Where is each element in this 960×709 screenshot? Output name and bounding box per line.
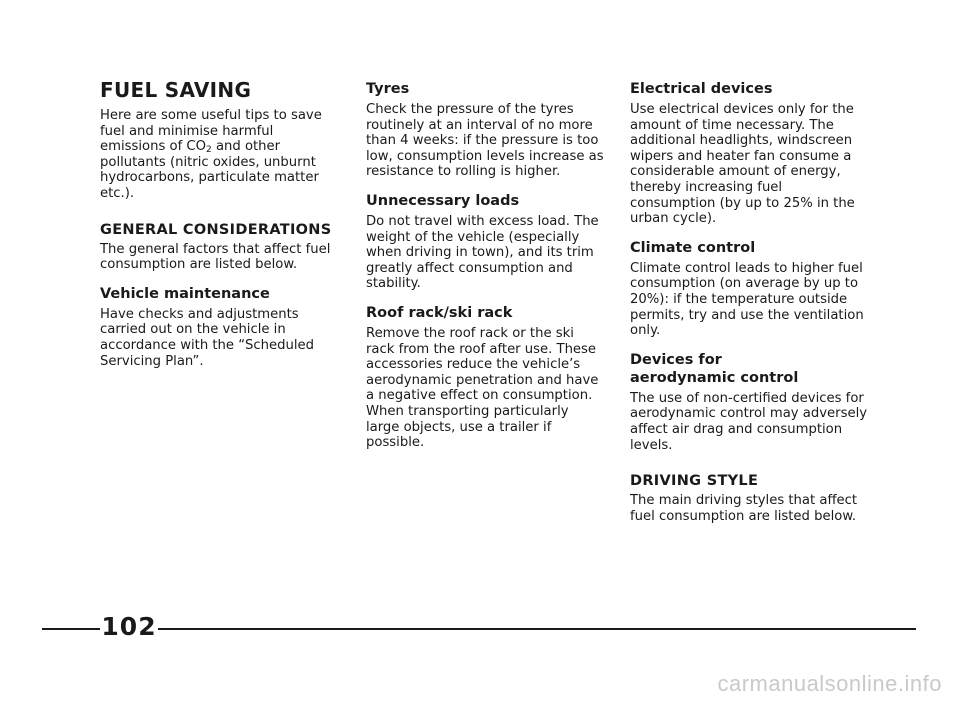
heading-aerodynamic-devices: Devices for aerodynamic control [630,351,799,386]
heading-tyres: Tyres [366,81,410,97]
aerodynamic-devices-text: The use of non-certified devices for aerodynamic control may adversely affect air drag and consumption levels. [630,390,868,453]
heading-climate-control: Climate control [630,239,756,256]
section-title-fuel-saving: FUEL SAVING [100,78,252,102]
footer-rule-left [42,628,100,630]
climate-control-text: Climate control leads to higher fuel consumption (on average by up to 20%): if the temperature outside permits, try and use the ventilation only. [630,260,864,339]
tyres-text: Check the pressure of the tyres routinely at an interval of no more than 4 weeks: if the pressure is too low, consumption levels increase as resistance to rolling is higher. [366,102,604,180]
driving-style-text: The main driving styles that affect fuel consumption are listed below. [630,493,858,524]
footer-rule-right [158,628,916,630]
roof-rack-text: Remove the roof rack or the ski rack from the roof after use. These accessories reduce the vehicle’s aerodynamic penetration and have a negative effect on consumption. When transporting particularly large objects, use a trailer if possible. [366,325,599,451]
heading-electrical-devices: Electrical devices [630,81,773,97]
general-considerations-text: The general factors that affect fuel consumption are listed below. [100,241,331,273]
page-number: 102 [101,612,157,641]
heading-vehicle-maintenance: Vehicle maintenance [100,285,270,302]
heading-general-considerations: GENERAL CONSIDERATIONS [100,221,332,238]
column-left [100,78,340,369]
vehicle-maintenance-text: Have checks and adjustments carried out on the vehicle in accordance with the “Scheduled Servicing Plan”. [100,306,315,369]
electrical-devices-text: Use electrical devices only for the amount of time necessary. The additional headlights, windscreen wipers and heater fan consume a considerable amount of energy, thereby increasing fuel consumption (by up to 25% in the urban cycle). [630,102,855,227]
heading-roof-rack: Roof rack/ski rack [366,304,513,321]
heading-unnecessary-loads: Unnecessary loads [366,192,520,209]
column-right [630,78,870,524]
heading-driving-style: DRIVING STYLE [630,473,759,490]
intro-paragraph: Here are some useful tips to save fuel and minimise harmful emissions of $CO_2$ and other pollutants (nitric oxides, unburnt hydrocarbons, particulate matter etc.). [100,108,322,201]
column-middle [366,78,606,451]
watermark: carmanualsonline.info [717,671,942,696]
unnecessary-loads-text: Do not travel with excess load. The weight of the vehicle (especially when driving in town), and its trim greatly affect consumption and stability. [366,213,599,292]
